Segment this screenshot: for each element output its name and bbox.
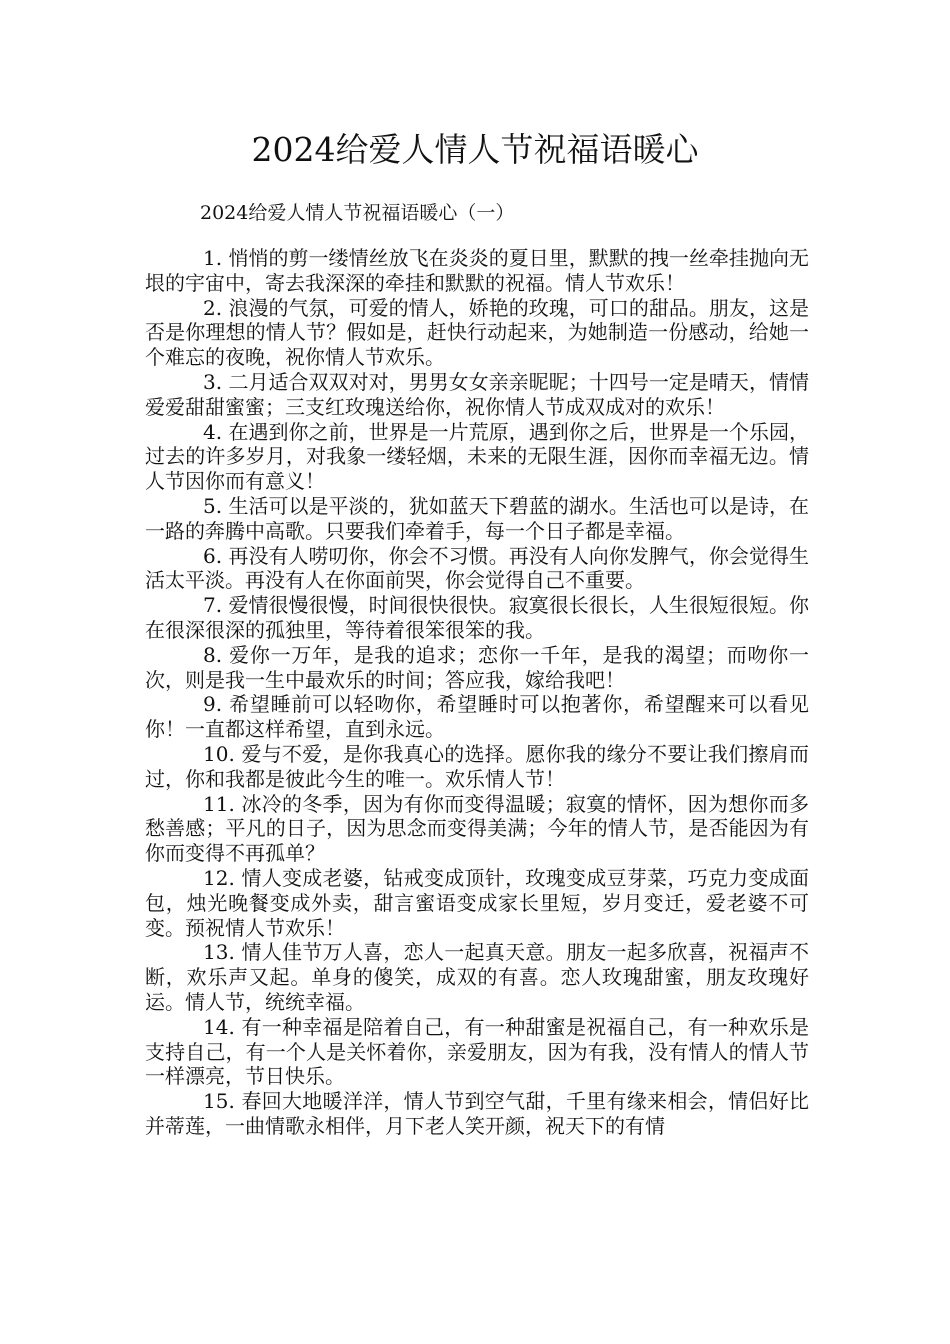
blessing-item-12: 12. 情人变成老婆，钻戒变成顶针，玫瑰变成豆芽菜，巧克力变成面包，烛光晚餐变成外卖，甜言蜜语变成家长里短，岁月变迁，爱老婆不可变。预祝情人节欢乐！	[145, 865, 809, 940]
document-title: 2024给爱人情人节祝福语暖心	[251, 130, 699, 169]
blessing-item-14: 14. 有一种幸福是陪着自己，有一种甜蜜是祝福自己，有一种欢乐是支持自己，有一个人是关怀着你，亲爱朋友，因为有我，没有情人的情人节一样漂亮，节日快乐。	[145, 1014, 809, 1089]
blessing-item-15: 15. 春回大地暖洋洋，情人节到空气甜，千里有缘来相会，情侣好比并蒂莲，一曲情歌永相伴，月下老人笑开颜，祝天下的有情	[145, 1089, 809, 1138]
blessing-item-1: 1. 悄悄的剪一缕情丝放飞在炎炎的夏日里，默默的拽一丝牵挂抛向无垠的宇宙中，寄去我深深的牵挂和默默的祝福。情人节欢乐！	[145, 246, 809, 295]
blessing-item-6: 6. 再没有人唠叨你，你会不习惯。再没有人向你发脾气，你会觉得生活太平淡。再没有人在你面前哭，你会觉得自己不重要。	[145, 543, 809, 593]
blessing-item-8: 8. 爱你一万年，是我的追求；恋你一千年，是我的渴望；而吻你一次，则是我一生中最欢乐的时间；答应我，嫁给我吧！	[145, 642, 809, 692]
blessing-item-13: 13. 情人佳节万人喜，恋人一起真天意。朋友一起多欣喜，祝福声不断，欢乐声又起。单身的傻笑，成双的有喜。恋人玫瑰甜蜜，朋友玫瑰好运。情人节，统统幸福。	[145, 940, 809, 1014]
blessing-item-4: 4. 在遇到你之前，世界是一片荒原，遇到你之后，世界是一个乐园，过去的许多岁月，对我象一缕轻烟，未来的无限生涯，因你而幸福无边。情人节因你而有意义！	[145, 419, 809, 494]
blessing-item-9: 9. 希望睡前可以轻吻你，希望睡时可以抱著你，希望醒来可以看见你！一直都这样希望，直到永远。	[145, 692, 809, 742]
blessing-item-5: 5. 生活可以是平淡的，犹如蓝天下碧蓝的湖水。生活也可以是诗，在一路的奔腾中高歌。只要我们牵着手，每一个日子都是幸福。	[145, 493, 809, 543]
blessing-item-11: 11. 冰冷的冬季，因为有你而变得温暖；寂寞的情怀，因为想你而多愁善感；平凡的日子，因为思念而变得美满；今年的情人节，是否能因为有你而变得不再孤单？	[145, 791, 809, 866]
blessing-item-2: 2. 浪漫的气氛，可爱的情人，娇艳的玫瑰，可口的甜品。朋友，这是否是你理想的情人节？假如是，赶快行动起来，为她制造一份感动，给她一个难忘的夜晚，祝你情人节欢乐。	[145, 295, 809, 370]
blessing-item-3: 3. 二月适合双双对对，男男女女亲亲昵昵；十四号一定是晴天，情情爱爱甜甜蜜蜜；三支红玫瑰送给你，祝你情人节成双成对的欢乐！	[145, 369, 809, 419]
blessing-item-7: 7. 爱情很慢很慢，时间很快很快。寂寞很长很长，人生很短很短。你在很深很深的孤独里，等待着很笨很笨的我。	[145, 593, 809, 642]
blessing-item-10: 10. 爱与不爱，是你我真心的选择。愿你我的缘分不要让我们擦肩而过，你和我都是彼此今生的唯一。欢乐情人节！	[145, 741, 809, 791]
blessing-list	[145, 246, 809, 1139]
section-heading: 2024给爱人情人节祝福语暖心（一）	[200, 202, 515, 224]
